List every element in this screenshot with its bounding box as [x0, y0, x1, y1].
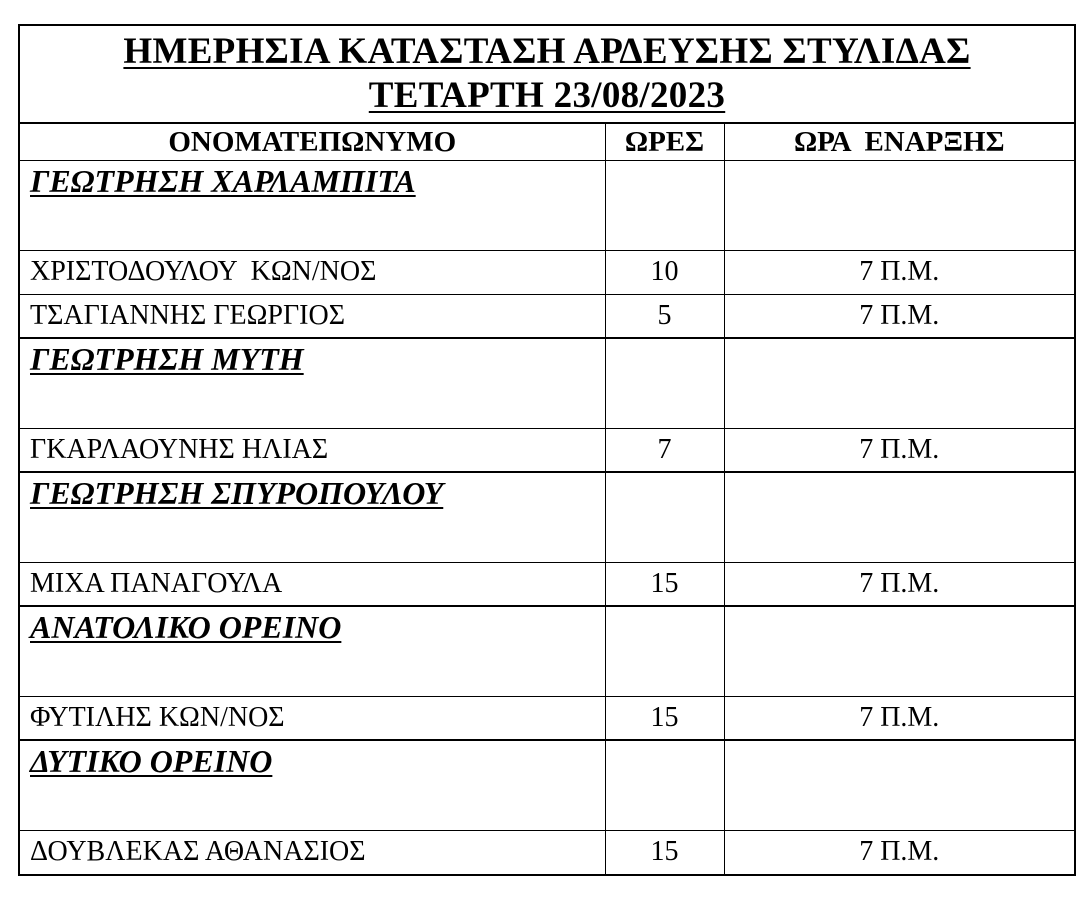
start-time-value: 7 Π.Μ. [724, 294, 1074, 338]
section-start-cell-empty [724, 606, 1074, 696]
column-header-name: ΟΝΟΜΑΤΕΠΩΝΥΜΟ [20, 124, 605, 160]
person-name: ΜΙΧΑ ΠΑΝΑΓΟΥΛΑ [20, 562, 605, 606]
person-name: ΓΚΑΡΛΑΟΥΝΗΣ ΗΛΙΑΣ [20, 428, 605, 472]
person-name: ΧΡΙΣΤΟΔΟΥΛΟΥ ΚΩΝ/ΝΟΣ [20, 250, 605, 294]
schedule-table-body [20, 124, 1074, 874]
hours-value: 10 [605, 250, 724, 294]
section-hours-cell-empty [605, 606, 724, 696]
section-hours-cell-empty [605, 160, 724, 250]
section-name-cell [20, 472, 605, 562]
table-row [20, 696, 1074, 740]
start-time-value: 7 Π.Μ. [724, 830, 1074, 874]
section-start-cell-empty [724, 338, 1074, 428]
section-start-cell-empty [724, 472, 1074, 562]
section-name: ΓΕΩΤΡΗΣΗ ΣΠΥΡΟΠΟΥΛΟΥ [30, 475, 444, 511]
column-header-hours: ΩΡΕΣ [605, 124, 724, 160]
section-row [20, 606, 1074, 696]
person-name: ΔΟΥΒΛΕΚΑΣ ΑΘΑΝΑΣΙΟΣ [20, 830, 605, 874]
start-time-value: 7 Π.Μ. [724, 562, 1074, 606]
section-name: ΓΕΩΤΡΗΣΗ ΧΑΡΛΑΜΠΙΤΑ [30, 162, 416, 199]
person-name: ΤΣΑΓΙΑΝΝΗΣ ΓΕΩΡΓΙΟΣ [20, 294, 605, 338]
hours-value: 15 [605, 696, 724, 740]
document-date: ΤΕΤΑΡΤΗ 23/08/2023 [368, 75, 726, 116]
column-header-start-time: ΩΡΑ ΕΝΑΡΞΗΣ [724, 124, 1074, 160]
section-row [20, 740, 1074, 830]
table-row [20, 562, 1074, 606]
table-row [20, 428, 1074, 472]
section-hours-cell-empty [605, 338, 724, 428]
start-time-value: 7 Π.Μ. [724, 250, 1074, 294]
table-header-row [20, 124, 1074, 160]
section-hours-cell-empty [605, 740, 724, 830]
section-name: ΑΝΑΤΟΛΙΚΟ ΟΡΕΙΝΟ [30, 609, 342, 645]
section-name: ΓΕΩΤΡΗΣΗ ΜΥΤΗ [30, 341, 304, 377]
start-time-value: 7 Π.Μ. [724, 428, 1074, 472]
person-name: ΦΥΤΙΛΗΣ ΚΩΝ/ΝΟΣ [20, 696, 605, 740]
section-name-cell [20, 606, 605, 696]
start-time-value: 7 Π.Μ. [724, 696, 1074, 740]
table-row [20, 294, 1074, 338]
table-row [20, 830, 1074, 874]
section-name-cell [20, 740, 605, 830]
document-title-block [20, 26, 1074, 124]
schedule-table [20, 124, 1074, 874]
document-title: ΗΜΕΡΗΣΙΑ ΚΑΤΑΣΤΑΣΗ ΑΡΔΕΥΣΗΣ ΣΤΥΛΙΔΑΣ [123, 31, 971, 72]
section-row [20, 160, 1074, 250]
section-start-cell-empty [724, 160, 1074, 250]
section-row [20, 472, 1074, 562]
section-name: ΔΥΤΙΚΟ ΟΡΕΙΝΟ [30, 743, 273, 779]
section-name-cell [20, 338, 605, 428]
hours-value: 15 [605, 830, 724, 874]
section-row [20, 338, 1074, 428]
hours-value: 5 [605, 294, 724, 338]
hours-value: 7 [605, 428, 724, 472]
section-start-cell-empty [724, 740, 1074, 830]
section-name-cell [20, 160, 605, 250]
hours-value: 15 [605, 562, 724, 606]
irrigation-schedule-document [18, 24, 1076, 876]
table-row [20, 250, 1074, 294]
section-hours-cell-empty [605, 472, 724, 562]
